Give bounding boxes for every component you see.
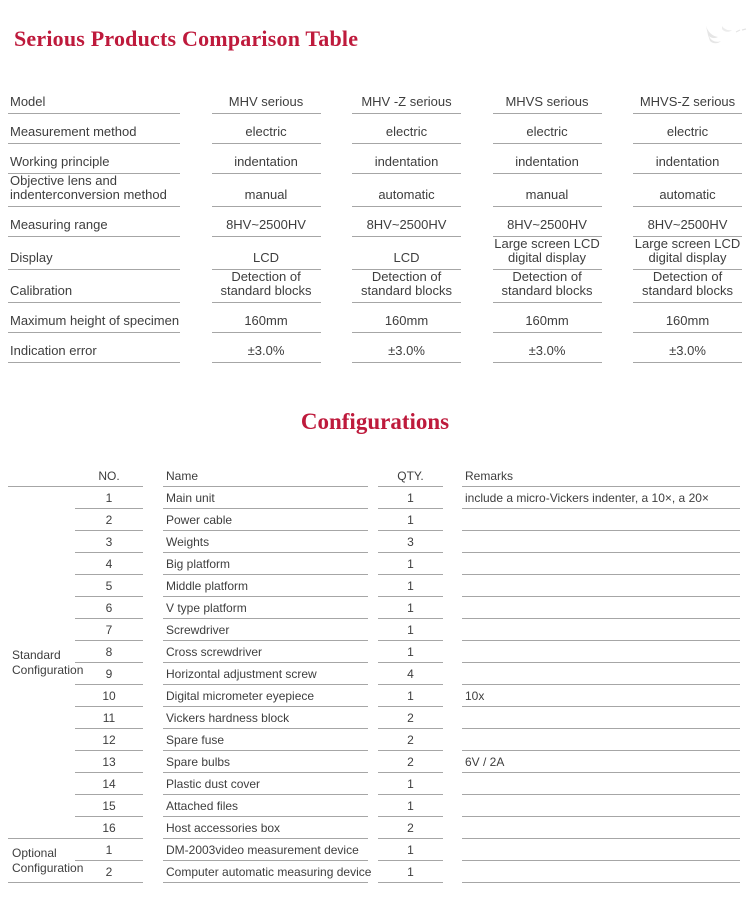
config-row-qty: 1 <box>378 575 443 597</box>
config-row-remarks <box>462 707 740 729</box>
comparison-value-cell: manual <box>212 174 321 207</box>
config-row-name: Spare fuse <box>163 729 368 751</box>
config-header-name: Name <box>163 465 368 487</box>
comparison-row-label: Indication error <box>8 333 180 363</box>
config-row-name: Big platform <box>163 553 368 575</box>
config-row-remarks <box>462 795 740 817</box>
config-row-name: Cross screwdriver <box>163 641 368 663</box>
config-row-no: 7 <box>75 619 143 641</box>
config-group-label: Optional Configuration <box>8 839 75 883</box>
comparison-value-cell: MHVS serious <box>493 84 602 114</box>
config-group-header-cell <box>8 465 75 487</box>
comparison-value-cell: ±3.0% <box>352 333 461 363</box>
config-row-no: 2 <box>75 861 143 883</box>
comparison-value-cell: indentation <box>212 144 321 174</box>
comparison-value-cell: 8HV~2500HV <box>212 207 321 237</box>
comparison-value-cell: 8HV~2500HV <box>633 207 742 237</box>
configurations-title: Configurations <box>300 409 450 434</box>
config-row-name: Host accessories box <box>163 817 368 839</box>
config-row-qty: 1 <box>378 773 443 795</box>
config-row-no: 15 <box>75 795 143 817</box>
config-row-qty: 2 <box>378 817 443 839</box>
config-row-qty: 1 <box>378 641 443 663</box>
config-row-no: 5 <box>75 575 143 597</box>
config-row-remarks: 10x <box>462 685 740 707</box>
products-comparison-table <box>8 84 742 363</box>
config-header-remarks: Remarks <box>462 465 740 487</box>
config-row-remarks <box>462 861 740 883</box>
config-header-no: NO. <box>75 465 143 487</box>
config-header-qty: QTY. <box>378 465 443 487</box>
config-row-remarks <box>462 509 740 531</box>
config-row-no: 2 <box>75 509 143 531</box>
comparison-value-cell: automatic <box>352 174 461 207</box>
config-row-no: 9 <box>75 663 143 685</box>
config-row-remarks <box>462 641 740 663</box>
config-row-no: 16 <box>75 817 143 839</box>
comparison-row-label: Working principle <box>8 144 180 174</box>
config-row-remarks <box>462 531 740 553</box>
config-row-name: Main unit <box>163 487 368 509</box>
config-row-qty: 3 <box>378 531 443 553</box>
comparison-value-cell: 160mm <box>633 303 742 333</box>
config-row-name: Spare bulbs <box>163 751 368 773</box>
comparison-value-cell: electric <box>352 114 461 144</box>
comparison-row-label: Display <box>8 237 180 270</box>
comparison-value-cell: 8HV~2500HV <box>493 207 602 237</box>
comparison-value-cell: LCD <box>212 237 321 270</box>
config-row-remarks <box>462 773 740 795</box>
config-row-no: 13 <box>75 751 143 773</box>
config-row-qty: 2 <box>378 751 443 773</box>
comparison-value-cell: electric <box>212 114 321 144</box>
config-row-remarks: 6V / 2A <box>462 751 740 773</box>
comparison-value-cell: manual <box>493 174 602 207</box>
config-row-no: 14 <box>75 773 143 795</box>
config-row-qty: 1 <box>378 619 443 641</box>
comparison-value-cell: MHV serious <box>212 84 321 114</box>
comparison-value-cell: Detection of standard blocks <box>352 270 461 303</box>
comparison-value-cell: electric <box>633 114 742 144</box>
comparison-value-cell: ±3.0% <box>212 333 321 363</box>
config-row-remarks <box>462 729 740 751</box>
config-row-name: V type platform <box>163 597 368 619</box>
config-row-name: Digital micrometer eyepiece <box>163 685 368 707</box>
comparison-value-cell: MHV -Z serious <box>352 84 461 114</box>
comparison-row-label: Maximum height of specimen <box>8 303 180 333</box>
config-row-name: Middle platform <box>163 575 368 597</box>
comparison-value-cell: Detection of standard blocks <box>493 270 602 303</box>
comparison-table-title: Serious Products Comparison Table <box>14 26 359 51</box>
comparison-row-label: Measurement method <box>8 114 180 144</box>
config-row-name: Horizontal adjustment screw <box>163 663 368 685</box>
comparison-row-label: Calibration <box>8 270 180 303</box>
catalog-page <box>0 26 750 904</box>
config-row-qty: 4 <box>378 663 443 685</box>
config-row-no: 4 <box>75 553 143 575</box>
comparison-value-cell: Large screen LCD digital display <box>633 237 742 270</box>
config-row-name: Computer automatic measuring device <box>163 861 368 883</box>
page-corner-smudge-decoration <box>678 26 748 52</box>
config-row-qty: 1 <box>378 839 443 861</box>
config-row-no: 8 <box>75 641 143 663</box>
comparison-value-cell: indentation <box>633 144 742 174</box>
config-row-no: 3 <box>75 531 143 553</box>
comparison-value-cell: Detection of standard blocks <box>212 270 321 303</box>
comparison-value-cell: 160mm <box>493 303 602 333</box>
config-row-qty: 1 <box>378 509 443 531</box>
config-row-name: Attached files <box>163 795 368 817</box>
config-row-remarks <box>462 619 740 641</box>
config-row-remarks: include a micro-Vickers indenter, a 10×, a 20× <box>462 487 740 509</box>
config-row-remarks <box>462 575 740 597</box>
config-row-qty: 1 <box>378 795 443 817</box>
config-row-name: Plastic dust cover <box>163 773 368 795</box>
comparison-value-cell: 160mm <box>352 303 461 333</box>
config-row-qty: 1 <box>378 487 443 509</box>
config-row-no: 1 <box>75 487 143 509</box>
comparison-value-cell: ±3.0% <box>633 333 742 363</box>
config-row-qty: 1 <box>378 597 443 619</box>
comparison-value-cell: indentation <box>352 144 461 174</box>
config-row-name: Screwdriver <box>163 619 368 641</box>
comparison-value-cell: 8HV~2500HV <box>352 207 461 237</box>
config-row-name: DM-2003video measurement device <box>163 839 368 861</box>
config-row-remarks <box>462 597 740 619</box>
comparison-value-cell: indentation <box>493 144 602 174</box>
comparison-row-label: Objective lens and indenterconversion method <box>8 174 180 207</box>
config-row-remarks <box>462 817 740 839</box>
config-row-qty: 2 <box>378 707 443 729</box>
comparison-value-cell: ±3.0% <box>493 333 602 363</box>
comparison-value-cell: 160mm <box>212 303 321 333</box>
config-row-no: 11 <box>75 707 143 729</box>
comparison-value-cell: automatic <box>633 174 742 207</box>
config-row-remarks <box>462 839 740 861</box>
config-row-remarks <box>462 663 740 685</box>
config-row-no: 6 <box>75 597 143 619</box>
comparison-value-cell: electric <box>493 114 602 144</box>
config-row-no: 1 <box>75 839 143 861</box>
comparison-row-label: Measuring range <box>8 207 180 237</box>
config-row-qty: 1 <box>378 553 443 575</box>
comparison-row-label: Model <box>8 84 180 114</box>
config-row-name: Weights <box>163 531 368 553</box>
configurations-table <box>8 465 742 883</box>
config-row-name: Power cable <box>163 509 368 531</box>
comparison-value-cell: Detection of standard blocks <box>633 270 742 303</box>
comparison-value-cell: LCD <box>352 237 461 270</box>
comparison-value-cell: MHVS-Z serious <box>633 84 742 114</box>
config-group-label: Standard Configuration <box>8 487 75 839</box>
config-row-qty: 2 <box>378 729 443 751</box>
config-row-name: Vickers hardness block <box>163 707 368 729</box>
comparison-value-cell: Large screen LCD digital display <box>493 237 602 270</box>
config-row-no: 10 <box>75 685 143 707</box>
config-row-qty: 1 <box>378 861 443 883</box>
config-row-qty: 1 <box>378 685 443 707</box>
config-row-remarks <box>462 553 740 575</box>
config-row-no: 12 <box>75 729 143 751</box>
